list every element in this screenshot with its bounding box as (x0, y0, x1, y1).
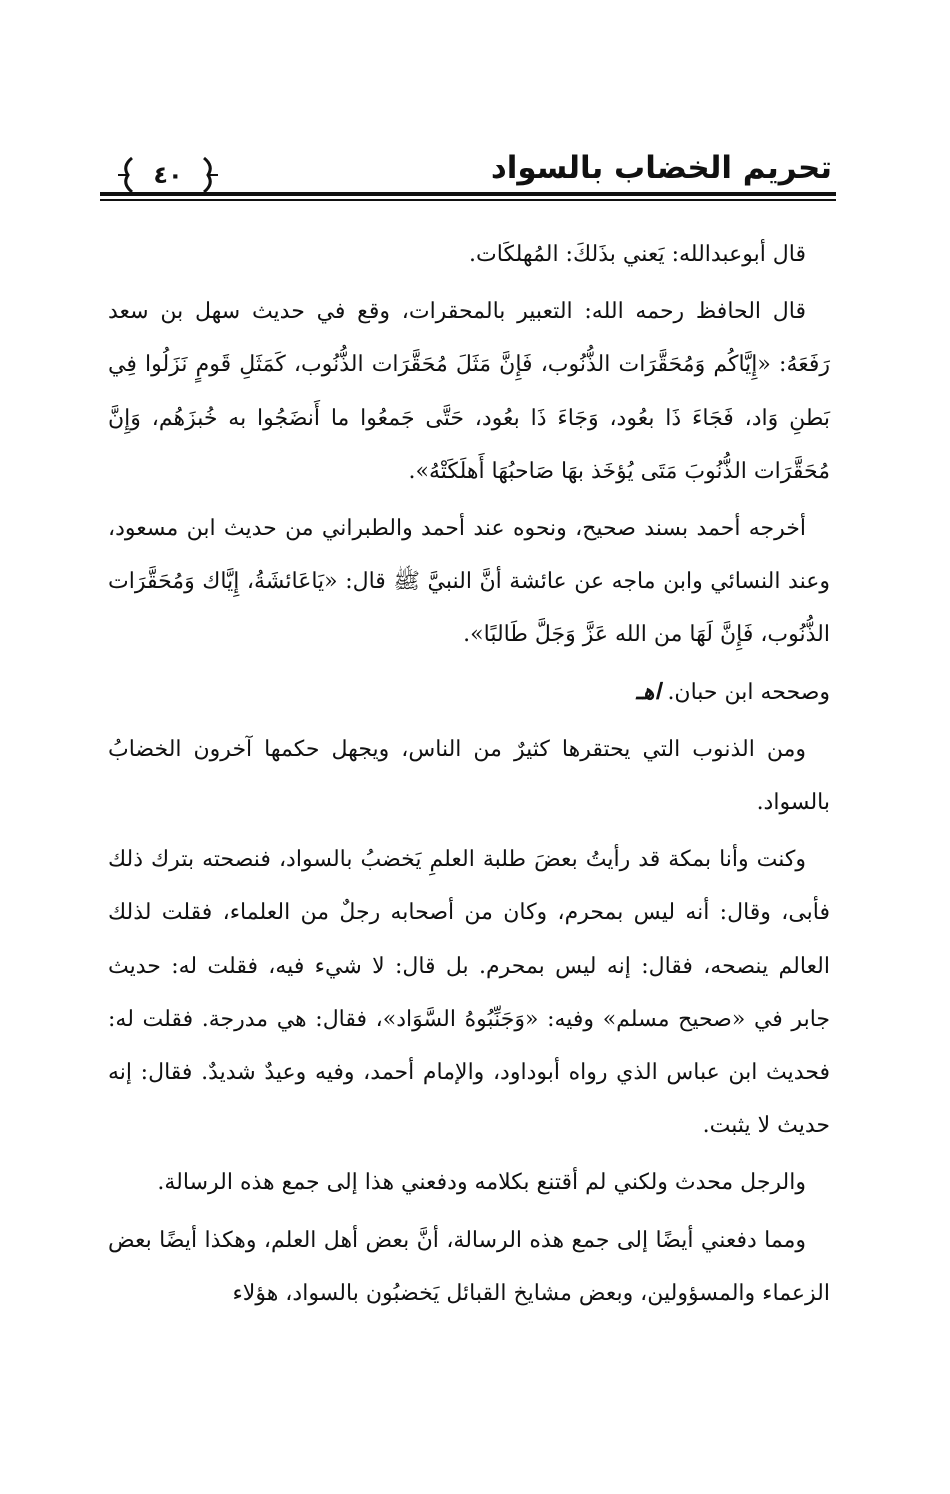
header-rule-thin (100, 199, 836, 201)
paragraph-text: وصححه ابن حبان. (667, 679, 830, 705)
header-rule-thick (100, 192, 836, 196)
paragraph: وكنت وأنا بمكة قد رأيتُ بعضَ طلبة العلمِ يَخضبُ بالسواد، فنصحته بترك ذلك فأبى، وقال: أنه ليس بمحرم، وكان من أصحابه رجلٌ من العلماء، فقلت لذلك العالم ينصحه، فقال: إنه ليس بمحرم. بل قال: لا شيء فيه، فقلت له: حديث جابر في «صحيح مسلم» وفيه: «وَجَنِّبُوهُ السَّوَاد»، فقال: هي مدرجة. فقلت له: فحديث ابن عباس الذي رواه أبوداود، والإمام أحمد، وفيه وعيدٌ شديدٌ. فقال: إنه حديث لا يثبت. (108, 847, 830, 1139)
paragraph: قال الحافظ رحمه الله: التعبير بالمحقرات، وقع في حديث سهل بن سعد رَفَعَهُ: «إِيَّاكُم وَمُحَقَّرَات الذُّنُوب، فَإِنَّ مَثَلَ مُحَقَّرَات الذُّنُوب، كَمَثَلِ قَومٍ نَزَلُوا فِي بَطنِ وَاد، فَجَاءَ ذَا بعُود، وَجَاءَ ذَا بعُود، حَتَّى جَمعُوا ما أَنضَجُوا به خُبزَهُم، وَإِنَّ مُحَقَّرَات الذُّنُوبَ مَتَى يُؤخَذ بهَا صَاحبُهَا أَهلَكَتْهُ». (108, 299, 830, 484)
page-number: ٤٠ (153, 161, 183, 189)
abbreviation-mark: اهـ (636, 678, 661, 705)
paragraph: ومما دفعني أيضًا إلى جمع هذه الرسالة، أنَّ بعض أهل العلم، وهكذا أيضًا بعض الزعماء والمسؤولين، وبعض مشايخ القبائل يَخضبُون بالسواد، هؤلاء (108, 1227, 830, 1306)
header-title: تحريم الخضاب بالسواد (490, 150, 832, 186)
paragraph: والرجل محدث ولكني لم أقتنع بكلامه ودفعني هذا إلى جمع هذه الرسالة. (157, 1170, 806, 1196)
paragraph: أخرجه أحمد بسند صحيح، ونحوه عند أحمد والطبراني من حديث ابن مسعود، وعند النسائي وابن ماجه عن عائشة أنَّ النبيَّ ﷺ قال: «يَاعَائشَةُ، إِيَّاك وَمُحَقَّرَات الذُّنُوب، فَإِنَّ لَهَا من الله عَزَّ وَجَلَّ طَالبًا». (108, 516, 830, 648)
paragraph: قال أبوعبدالله: يَعني بذَلكَ: المُهلكَات. (469, 242, 806, 267)
page-number-badge (118, 156, 218, 194)
body-text (108, 228, 830, 1324)
paragraph: ومن الذنوب التي يحتقرها كثيرٌ من الناس، ويجهل حكمها آخرون الخضابُ بالسواد. (108, 736, 830, 816)
paragraph-with-abbrev (108, 666, 830, 719)
